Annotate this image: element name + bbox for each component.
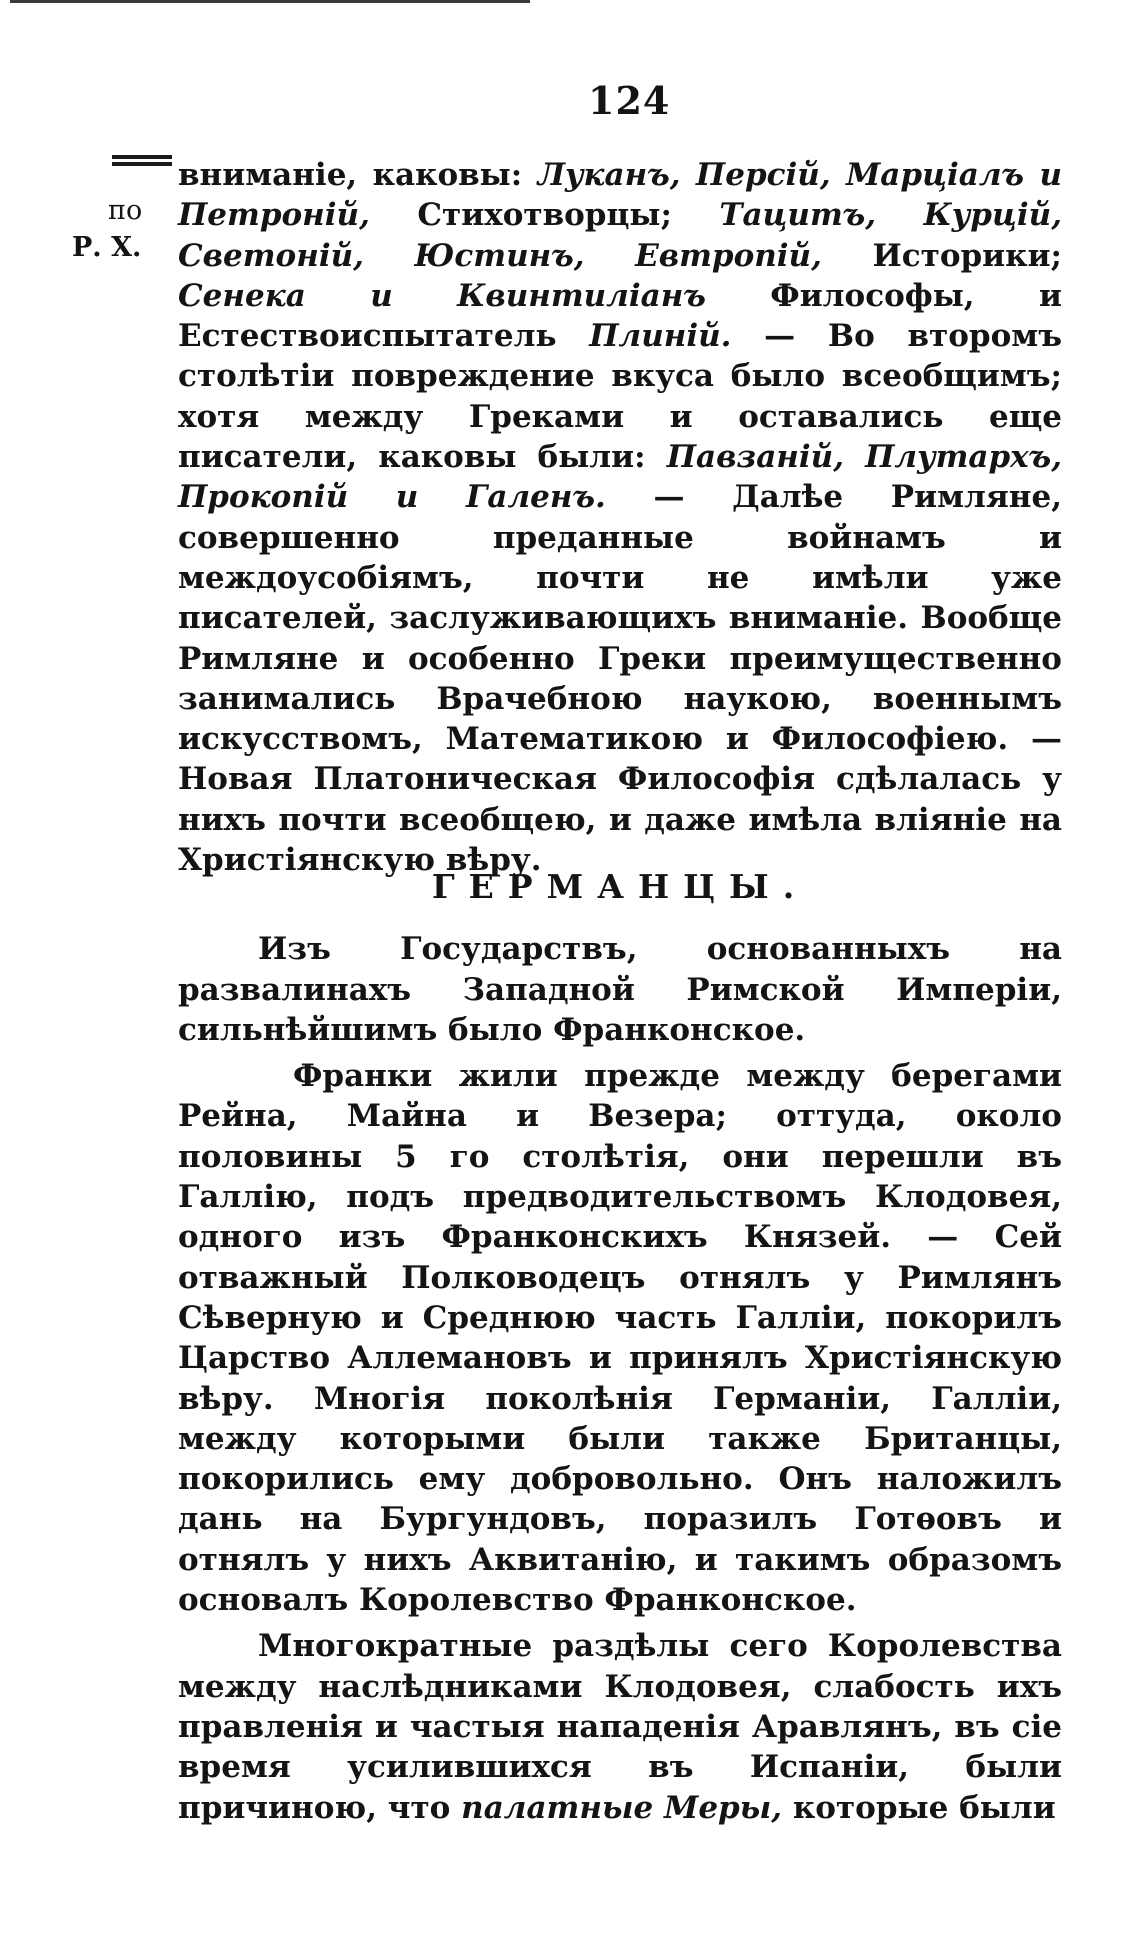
page-number: 124 [588,78,671,123]
margin-note-po: по [108,195,143,226]
paragraph-romans-writers-segment-3: Тацитъ, Курцій, Светоній, Юстинъ, Евтропій, [178,197,1062,274]
section-heading: ГЕРМАНЦЫ. [431,867,809,906]
paragraph-romans-writers-segment-4: Историки; [821,237,1062,274]
text-block-germans [178,845,1062,1828]
paragraph-romans-writers-segment-0: вниманіе, каковы: [178,157,538,193]
paragraph-romans-writers [178,155,1062,880]
text-block-top [178,155,1062,880]
paragraph-divisions-segment-1: палатные Меры, [461,1789,783,1826]
top-rule [10,0,530,3]
paragraph-romans-writers-segment-7: Плиній. [589,318,732,355]
paragraph-romans-writers-segment-8: — Во второмъ столѣтіи повреждение вкуса было всеобщимъ; хотя между Греками и оставались еще писатели, каковы были: [178,318,1062,476]
paragraph-divisions [178,1626,1062,1827]
paragraph-divisions-segment-0: Многократные раздѣлы сего Королевства между наслѣдниками Клодовея, слабость ихъ правленія и частыя нападенія Аравлянъ, въ сіе время усилившихся въ Испаніи, были причиною, что [178,1628,1062,1826]
paragraph-romans-writers-segment-1: Луканъ, Персій, Марціалъ и Петроній, [178,157,1062,234]
paragraph-franks: Франки жили прежде между берегами Рейна, Майна и Везера; оттуда, около половины 5 го столѣтія, они перешли въ Галлію, подъ предводительствомъ Клодовея, одного изъ Франконскихъ Князей. — Сей отважный Полководецъ отнялъ у Римлянъ Сѣверную и Среднюю часть Галліи, покорилъ Царство Аллемановъ и принялъ Христіянскую вѣру. Многія поколѣнія Германіи, Галліи, между которыми были также Британцы, покорились ему добровольно. Онъ наложилъ дань на Бургундовъ, поразилъ Готѳовъ и отнялъ у нихъ Аквитанію, и такимъ образомъ основалъ Королевство Франконское. [178,1058,1062,1619]
paragraph-romans-writers-segment-5: Сенека и Квинтиліанъ [178,277,706,314]
paragraph-romans-writers-segment-10: — Далѣе Римляне, совершенно преданные войнамъ и междоусобіямъ, почти не имѣли уже писателей, заслуживающихъ вниманіе. Вообще Римляне и особенно Греки преимущественно занимались Врачебною наукою, военнымъ искусствомъ, Математикою и Философіею. — Новая Платоническая Философія сдѣлалась у нихъ почти всеобщею, и даже имѣла вліяніе на Христіянскую вѣру. [178,479,1062,879]
paragraph-romans-writers-segment-6: Философы, и Естествоиспытатель [178,277,1062,355]
paragraph-states: Изъ Государствъ, основанныхъ на развалинахъ Западной Римской Имперіи, сильнѣйшимъ было Франконское. [178,931,1062,1048]
paragraph-divisions-segment-2: которые были [782,1789,1056,1826]
paragraph-romans-writers-segment-2: Стихотворцы; [369,197,720,234]
margin-mark [112,155,172,169]
paragraph-romans-writers-segment-9: Павзаній, Плутархъ, Прокопій и Галенъ. [178,439,1062,516]
margin-note-rh: Р. Х. [72,232,142,263]
